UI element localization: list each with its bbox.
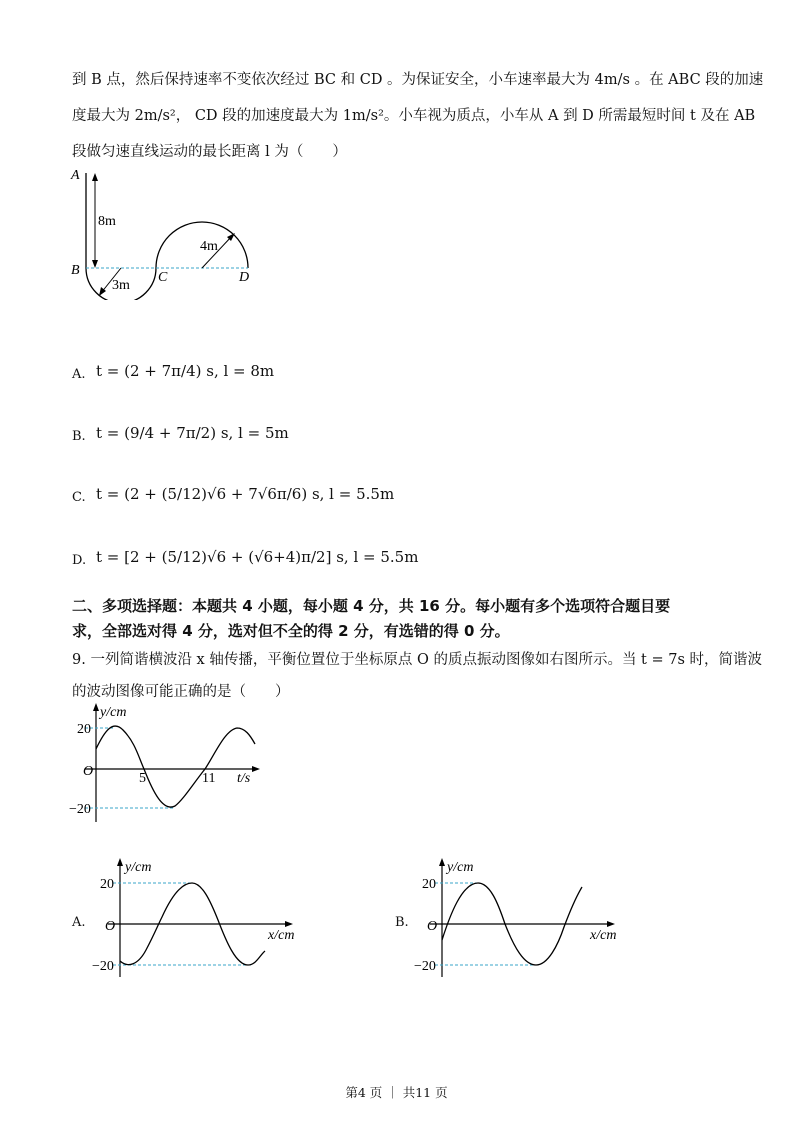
opt-b-ytick-bottom: −20 [414,959,436,974]
q9-text-line-1: 9. 一列简谐横波沿 x 轴传播，平衡位置位于坐标原点 O 的质点振动图像如右图所示。当 t = 7s 时，简谐波 [72,652,763,668]
option-b-wave-graph[interactable] [410,855,630,980]
opt-a-xlabel: x/cm [268,928,295,943]
q8-text-line-1: 到 B 点，然后保持速率不变依次经过 BC 和 CD 。为保证安全，小车速率最大为 4m/s 。在 ABC 段的加速 [72,72,764,88]
vib-xtick-5: 5 [139,771,146,786]
q8-text-line-3: 段做匀速直线运动的最长距离 l 为（ ） [72,144,347,160]
vibration-graph [65,700,265,828]
opt-b-ylabel: y/cm [447,860,474,875]
section2-heading-line-2: 求，全部选对得 4 分，选对但不全的得 2 分，有选错的得 0 分。 [72,622,510,640]
label-r-small: 3m [112,278,130,293]
q8-option-a-letter[interactable]: A. [72,367,86,382]
label-C: C [158,270,168,285]
vib-ytick-top: 20 [77,722,91,737]
q8-option-d-formula[interactable]: t = [2 + (5/12)√6 + (√6+4)π/2] s, l = 5.5m [96,548,419,566]
q9-option-b-letter[interactable]: B. [395,915,409,930]
opt-b-xlabel: x/cm [590,928,617,943]
label-r-large: 4m [200,239,218,254]
q8-text-line-2: 度最大为 2m/s²， CD 段的加速度最大为 1m/s²。小车视为质点，小车从 A 到 D 所需最短时间 t 及在 AB [72,108,756,124]
label-D: D [239,270,250,285]
label-A: A [71,168,80,183]
opt-a-ytick-top: 20 [100,877,114,892]
vib-ytick-bottom: −20 [69,802,91,817]
q9-text-line-2: 的波动图像可能正确的是（ ） [72,684,290,700]
label-len-ab: 8m [98,214,116,229]
vib-xlabel: t/s [237,771,251,786]
q8-option-d-letter[interactable]: D. [72,553,87,568]
q9-option-a-letter[interactable]: A. [72,915,86,930]
page-footer: 第4 页 ｜ 共11 页 [345,1085,448,1100]
opt-a-ytick-bottom: −20 [92,959,114,974]
opt-b-origin: O [427,919,438,934]
vib-ylabel: y/cm [100,705,127,720]
section2-heading-line-1: 二、多项选择题：本题共 4 小题，每小题 4 分，共 16 分。每小题有多个选项符合题目要 [72,597,671,615]
track-figure [65,165,265,300]
q8-option-c-formula[interactable]: t = (2 + (5/12)√6 + 7√6π/6) s, l = 5.5m [96,485,395,503]
q8-option-a-formula[interactable]: t = (2 + 7π/4) s, l = 8m [96,362,275,380]
opt-a-ylabel: y/cm [125,860,152,875]
q8-option-b-formula[interactable]: t = (9/4 + 7π/2) s, l = 5m [96,424,289,442]
label-B: B [71,263,80,278]
opt-a-origin: O [105,919,116,934]
vib-origin: O [83,764,94,779]
q8-option-b-letter[interactable]: B. [72,429,86,444]
q8-option-c-letter[interactable]: C. [72,490,86,505]
option-a-wave-graph[interactable] [88,855,308,980]
opt-b-ytick-top: 20 [422,877,436,892]
vib-xtick-11: 11 [202,771,216,786]
